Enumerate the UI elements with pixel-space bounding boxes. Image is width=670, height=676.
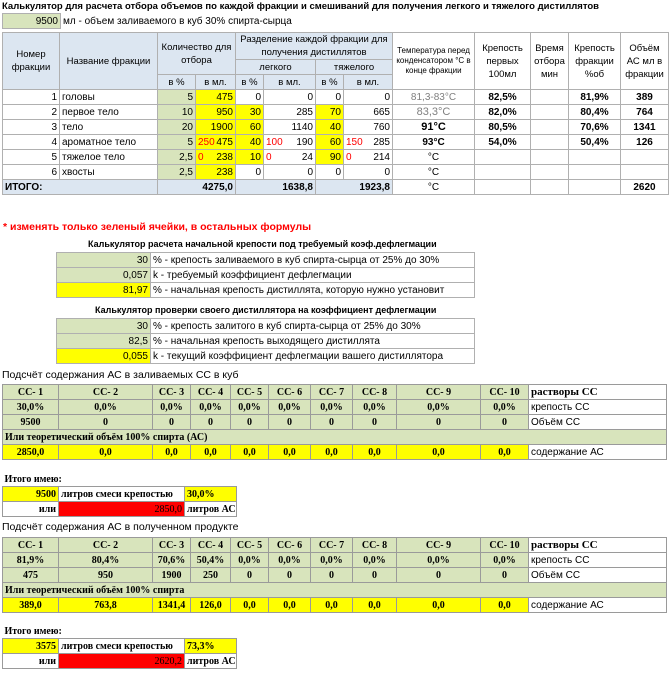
time-value[interactable]: [531, 120, 569, 135]
s2-content-value: 0,0: [269, 598, 311, 613]
s2-or-label: или: [3, 654, 59, 669]
s2-col-header: СС- 9: [397, 538, 481, 553]
s1-col-header: СС- 9: [397, 385, 481, 400]
s1-content-value: 0,0: [153, 445, 191, 460]
calc2-title: Калькулятор проверки своего дистиллятора на коэффициент дефлегмации: [95, 305, 437, 315]
fraction-ml: 238: [196, 165, 236, 180]
s2-volume-input[interactable]: 475: [3, 568, 59, 583]
header-first100: Крепость первых 100мл: [475, 33, 531, 90]
s1-volume-input[interactable]: 9500: [3, 415, 59, 430]
heavy-ml: 150 285: [344, 135, 393, 150]
s1-have-label: Итого имею:: [4, 473, 62, 485]
page-title: Калькулятор для расчета отбора объемов по каждой фракции и смешиваний для получения легкого и тяжелого дистиллятов: [2, 1, 600, 12]
header-strength: Крепость фракции %об: [569, 33, 621, 90]
strength-value: 81,9%: [569, 90, 621, 105]
s2-volume-input[interactable]: 0: [311, 568, 353, 583]
s2-strength-input[interactable]: 81,9%: [3, 553, 59, 568]
s1-strength-input[interactable]: 30,0%: [3, 400, 59, 415]
light-pct-input[interactable]: 40: [236, 135, 264, 150]
strength-value: 50,4%: [569, 135, 621, 150]
s2-volume-input[interactable]: 0: [231, 568, 269, 583]
heavy-ml: 0: [344, 165, 393, 180]
s1-volume-input[interactable]: 0: [481, 415, 529, 430]
calc2-strength-input[interactable]: 30: [57, 319, 151, 334]
light-ml: 0 24: [264, 150, 316, 165]
fraction-num: 2: [3, 105, 60, 120]
s2-strength-input[interactable]: 70,6%: [153, 553, 191, 568]
s2-content-value: 763,8: [59, 598, 153, 613]
time-value[interactable]: [531, 165, 569, 180]
light-pct-input[interactable]: 10: [236, 150, 264, 165]
header-light-ml: в мл.: [264, 75, 316, 90]
s2-col-header: СС- 5: [231, 538, 269, 553]
s2-have-volume: 3575: [3, 639, 59, 654]
light-pct-input[interactable]: 30: [236, 105, 264, 120]
calc1-k-label: k - требуемый коэффициент дефлегмации: [151, 268, 475, 283]
calc1-strength-input[interactable]: 30: [57, 253, 151, 268]
volume-as-value: 764: [621, 105, 669, 120]
volume-as-value: 389: [621, 90, 669, 105]
volume-as-value: 1341: [621, 120, 669, 135]
s2-volume-input[interactable]: 0: [353, 568, 397, 583]
s2-strength-input[interactable]: 0,0%: [481, 553, 529, 568]
strength-value: 70,6%: [569, 120, 621, 135]
s2-col-header: СС- 4: [191, 538, 231, 553]
header-split: Разделение каждой фракции для получения дистиллятов: [236, 33, 393, 60]
total-ml: 4275,0: [158, 180, 236, 195]
fraction-num: 1: [3, 90, 60, 105]
light-ml: 1140: [264, 120, 316, 135]
light-ml: 100 190: [264, 135, 316, 150]
s1-content-value: 0,0: [353, 445, 397, 460]
s1-content-value: 0,0: [269, 445, 311, 460]
fraction-ml-red: 0: [198, 151, 204, 163]
section1-title: Подсчёт содержания АС в заливаемых СС в куб: [2, 369, 239, 381]
calc1-result-label: % - начальная крепость дистиллята, которую нужно установит: [151, 283, 475, 298]
header-volume-as: Объём АС мл в фракции: [621, 33, 669, 90]
s2-strength-input[interactable]: 0,0%: [311, 553, 353, 568]
s1-col-header: СС- 3: [153, 385, 191, 400]
s1-strength-input[interactable]: 0,0%: [397, 400, 481, 415]
s1-have-liters: 2850,0: [59, 502, 185, 517]
s2-have-strength: 73,3%: [185, 639, 237, 654]
s1-have-strength: 30,0%: [185, 487, 237, 502]
light-red: 100: [266, 136, 283, 148]
s2-volume-input[interactable]: 0: [481, 568, 529, 583]
header-temp: Температура перед конденсатором °С в конце фракции: [393, 33, 475, 90]
first100-value[interactable]: [475, 150, 531, 165]
header-heavy-pct: в %: [316, 75, 344, 90]
s1-col-header: СС- 2: [59, 385, 153, 400]
s1-content-value: 0,0: [231, 445, 269, 460]
fraction-pct-input[interactable]: 5: [158, 135, 196, 150]
section2-summary: [2, 624, 237, 669]
header-heavy: тяжелого: [316, 60, 393, 75]
fraction-name: тело: [60, 120, 158, 135]
fraction-name: хвосты: [60, 165, 158, 180]
calc2-result: 0,055: [57, 349, 151, 364]
header-light: легкого: [236, 60, 316, 75]
fraction-name: тяжелое тело: [60, 150, 158, 165]
light-pct-input[interactable]: 0: [236, 90, 264, 105]
heavy-ml: 760: [344, 120, 393, 135]
calc1-result: 81,97: [57, 283, 151, 298]
s1-volume-input[interactable]: 0: [59, 415, 153, 430]
heavy-pct-input[interactable]: 40: [316, 120, 344, 135]
heavy-red: 0: [346, 151, 352, 163]
total-light-ml: 1638,8: [236, 180, 316, 195]
fraction-pct-input[interactable]: 10: [158, 105, 196, 120]
section2-title: Подсчёт содержания АС в полученном продукте: [2, 521, 239, 533]
heavy-pct-input[interactable]: 70: [316, 105, 344, 120]
temp-value[interactable]: 93°С: [393, 135, 475, 150]
s2-col-header: СС- 1: [3, 538, 59, 553]
s1-strength-input[interactable]: 0,0%: [191, 400, 231, 415]
s1-content-value: 0,0: [311, 445, 353, 460]
s1-strength-input[interactable]: 0,0%: [481, 400, 529, 415]
s2-volume-input[interactable]: 250: [191, 568, 231, 583]
s2-content-value: 0,0: [397, 598, 481, 613]
strength-value: [569, 150, 621, 165]
s1-volume-input[interactable]: 0: [311, 415, 353, 430]
s2-have-mix-label: литров смеси крепостью: [59, 639, 185, 654]
s1-theory-label: Или теоретический объём 100% спирта (АС): [3, 430, 667, 445]
s2-strength-input[interactable]: 0,0%: [231, 553, 269, 568]
s2-content-value: 0,0: [481, 598, 529, 613]
s1-strength-input[interactable]: 0,0%: [231, 400, 269, 415]
fraction-num: 3: [3, 120, 60, 135]
first100-value[interactable]: 54,0%: [475, 135, 531, 150]
time-value[interactable]: [531, 135, 569, 150]
light-ml: 285: [264, 105, 316, 120]
fraction-ml: 1900: [196, 120, 236, 135]
header-qty: Количество для отбора: [158, 33, 236, 75]
s1-content-value: 0,0: [397, 445, 481, 460]
light-red: 0: [266, 151, 272, 163]
heavy-ml: 0 214: [344, 150, 393, 165]
s1-content-value: 0,0: [59, 445, 153, 460]
s2-solutions-label: растворы СС: [529, 538, 667, 553]
volume-label: мл - объем заливаемого в куб 30% спирта-сырца: [63, 15, 292, 27]
s1-col-header: СС- 5: [231, 385, 269, 400]
fraction-ml-red: 250: [198, 136, 215, 148]
s1-col-header: СС- 1: [3, 385, 59, 400]
volume-as-value: [621, 165, 669, 180]
s2-theory-label: Или теоретический объём 100% спирта: [3, 583, 667, 598]
header-heavy-ml: в мл.: [344, 75, 393, 90]
s1-col-header: СС- 8: [353, 385, 397, 400]
s1-strength-input[interactable]: 0,0%: [59, 400, 153, 415]
volume-as-value: 126: [621, 135, 669, 150]
s1-col-header: СС- 7: [311, 385, 353, 400]
s2-col-header: СС- 8: [353, 538, 397, 553]
s2-strength-input[interactable]: 50,4%: [191, 553, 231, 568]
fraction-ml: 0 238: [196, 150, 236, 165]
strength-value: [569, 165, 621, 180]
light-ml: 0: [264, 90, 316, 105]
light-pct-input[interactable]: 60: [236, 120, 264, 135]
s2-liters-label: литров АС: [185, 654, 237, 669]
s1-volume-input[interactable]: 0: [231, 415, 269, 430]
temp-value[interactable]: 81,3-83°С: [393, 90, 475, 105]
s1-strength-input[interactable]: 0,0%: [353, 400, 397, 415]
s1-volume-input[interactable]: 0: [191, 415, 231, 430]
s1-solutions-label: растворы СС: [529, 385, 667, 400]
calc1-strength-label: % - крепость заливаемого в куб спирта-сырца от 25% до 30%: [151, 253, 475, 268]
s1-or-label: или: [3, 502, 59, 517]
heavy-red: 150: [346, 136, 363, 148]
total-volume-as: 2620: [621, 180, 669, 195]
fraction-name: ароматное тело: [60, 135, 158, 150]
s1-content-value: 0,0: [481, 445, 529, 460]
heavy-pct-input[interactable]: 90: [316, 150, 344, 165]
heavy-ml: 665: [344, 105, 393, 120]
s1-volume-input[interactable]: 0: [397, 415, 481, 430]
s2-col-header: СС- 6: [269, 538, 311, 553]
s2-strength-label: крепость СС: [529, 553, 667, 568]
first100-value[interactable]: 82,5%: [475, 90, 531, 105]
section1-summary: [2, 472, 237, 517]
s2-content-value: 126,0: [191, 598, 231, 613]
s1-col-header: СС- 4: [191, 385, 231, 400]
first100-value[interactable]: 82,0%: [475, 105, 531, 120]
total-label: ИТОГО:: [3, 180, 158, 195]
s2-col-header: СС- 10: [481, 538, 529, 553]
header-num: Номер фракции: [3, 33, 60, 90]
section1-table: [2, 384, 667, 460]
light-pct-input[interactable]: 0: [236, 165, 264, 180]
fraction-name: головы: [60, 90, 158, 105]
s2-strength-input[interactable]: 0,0%: [397, 553, 481, 568]
calc1-k-input[interactable]: 0,057: [57, 268, 151, 283]
total-temp: °С: [393, 180, 475, 195]
calc2-result-label: k - текущий коэффициент дефлегмации вашего дистиллятора: [151, 349, 475, 364]
calc2-table: [56, 318, 475, 364]
temp-value[interactable]: 83,3°С: [393, 105, 475, 120]
heavy-pct-input[interactable]: 60: [316, 135, 344, 150]
heavy-ml: 0: [344, 90, 393, 105]
time-value[interactable]: [531, 105, 569, 120]
s2-volume-input[interactable]: 0: [397, 568, 481, 583]
s1-col-header: СС- 10: [481, 385, 529, 400]
s2-content-value: 1341,4: [153, 598, 191, 613]
fraction-num: 4: [3, 135, 60, 150]
s2-have-liters: 2620,2: [59, 654, 185, 669]
edit-note: * изменять только зеленый ячейки, в остальных формулы: [3, 221, 312, 233]
s2-volume-input[interactable]: 950: [59, 568, 153, 583]
strength-value: 80,4%: [569, 105, 621, 120]
header-ml: в мл.: [196, 75, 236, 90]
calc1-title: Калькулятор расчета начальной крепости под требуемый коэф.дефлегмации: [88, 239, 437, 249]
s1-strength-input[interactable]: 0,0%: [311, 400, 353, 415]
s2-have-label: Итого имею:: [4, 625, 62, 637]
temp-value[interactable]: °С: [393, 150, 475, 165]
heavy-pct-input[interactable]: 0: [316, 165, 344, 180]
fractions-table: [2, 32, 669, 195]
s2-col-header: СС- 2: [59, 538, 153, 553]
s2-col-header: СС- 3: [153, 538, 191, 553]
temp-value[interactable]: 91°С: [393, 120, 475, 135]
s1-strength-label: крепость СС: [529, 400, 667, 415]
calc2-initial-label: % - начальная крепость выходящего дистиллята: [151, 334, 475, 349]
calc1-table: [56, 252, 475, 298]
time-value[interactable]: [531, 90, 569, 105]
header-pct: в %: [158, 75, 196, 90]
s2-content-label: содержание АС: [529, 598, 667, 613]
s1-volume-input[interactable]: 0: [153, 415, 191, 430]
total-heavy-ml: 1923,8: [316, 180, 393, 195]
fraction-num: 5: [3, 150, 60, 165]
volume-input[interactable]: 9500: [3, 14, 61, 29]
s1-strength-input[interactable]: 0,0%: [153, 400, 191, 415]
s1-volume-label: Объём СС: [529, 415, 667, 430]
header-name: Название фракции: [60, 33, 158, 90]
first100-value[interactable]: 80,5%: [475, 120, 531, 135]
s2-strength-input[interactable]: 80,4%: [59, 553, 153, 568]
header-time: Время отбора мин: [531, 33, 569, 90]
time-value[interactable]: [531, 150, 569, 165]
volume-line: [2, 13, 393, 29]
fraction-ml: 950: [196, 105, 236, 120]
header-light-pct: в %: [236, 75, 264, 90]
s2-content-value: 0,0: [353, 598, 397, 613]
s2-volume-input[interactable]: 0: [269, 568, 311, 583]
s1-col-header: СС- 6: [269, 385, 311, 400]
s2-content-value: 389,0: [3, 598, 59, 613]
fraction-num: 6: [3, 165, 60, 180]
calc2-strength-label: % - крепость залитого в куб спирта-сырца от 25% до 30%: [151, 319, 475, 334]
s1-volume-input[interactable]: 0: [353, 415, 397, 430]
fraction-name: первое тело: [60, 105, 158, 120]
fraction-pct-input[interactable]: 5: [158, 90, 196, 105]
temp-value[interactable]: °С: [393, 165, 475, 180]
fraction-ml: 475: [196, 90, 236, 105]
s1-content-label: содержание АС: [529, 445, 667, 460]
s1-volume-input[interactable]: 0: [269, 415, 311, 430]
section2-table: [2, 537, 667, 613]
fraction-pct-input[interactable]: 2,5: [158, 150, 196, 165]
s2-content-value: 0,0: [231, 598, 269, 613]
light-ml: 0: [264, 165, 316, 180]
s1-strength-input[interactable]: 0,0%: [269, 400, 311, 415]
s2-strength-input[interactable]: 0,0%: [353, 553, 397, 568]
s1-content-value: 2850,0: [3, 445, 59, 460]
s1-content-value: 0,0: [191, 445, 231, 460]
s1-have-volume: 9500: [3, 487, 59, 502]
fraction-ml: 250 475: [196, 135, 236, 150]
s1-have-mix-label: литров смеси крепостью: [59, 487, 185, 502]
s2-volume-label: Объём СС: [529, 568, 667, 583]
s1-liters-label: литров АС: [185, 502, 237, 517]
first100-value[interactable]: [475, 165, 531, 180]
volume-as-value: [621, 150, 669, 165]
calc2-initial-input[interactable]: 82,5: [57, 334, 151, 349]
fraction-pct-input[interactable]: 20: [158, 120, 196, 135]
s2-strength-input[interactable]: 0,0%: [269, 553, 311, 568]
fraction-pct-input[interactable]: 2,5: [158, 165, 196, 180]
s2-col-header: СС- 7: [311, 538, 353, 553]
s2-volume-input[interactable]: 1900: [153, 568, 191, 583]
s2-content-value: 0,0: [311, 598, 353, 613]
heavy-pct-input[interactable]: 0: [316, 90, 344, 105]
